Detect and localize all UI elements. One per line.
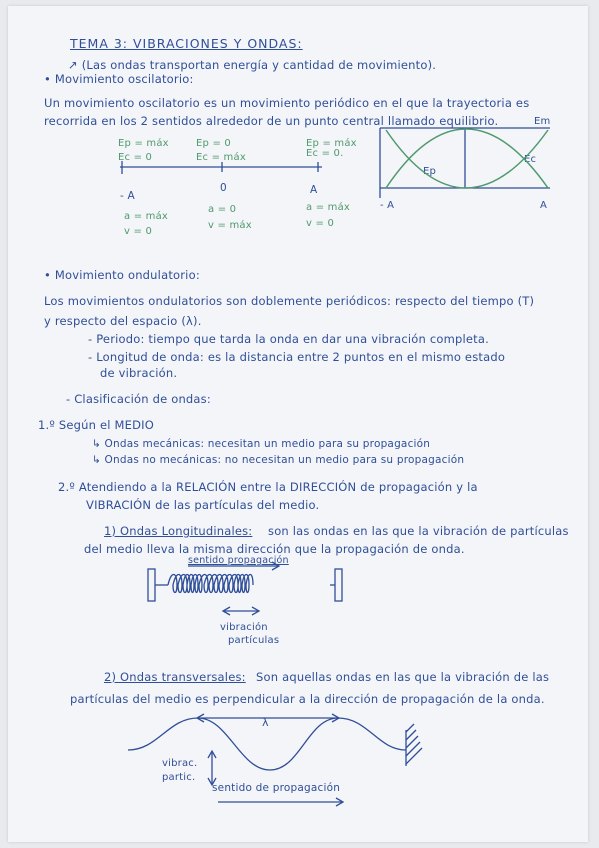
ond-heading: • Movimiento ondulatorio:	[44, 268, 200, 282]
atendiendo-line-1: 2.º Atendiendo a la RELACIÓN entre la DIRECCIÓN de propagación y la	[58, 480, 478, 494]
energy-graph	[380, 128, 550, 198]
vibrac-label: vibrac.	[162, 758, 198, 769]
long-title: 1) Ondas Longitudinales:	[104, 524, 253, 538]
periodo-def: - Periodo: tiempo que tarda la onda en dar una vibración completa.	[88, 332, 489, 346]
transverse-wave	[128, 714, 422, 806]
left-acc: a = máx	[124, 211, 169, 222]
pos-a: A	[310, 184, 318, 196]
mid-ec: Ec = máx	[196, 152, 246, 163]
trans-title: 2) Ondas transversales:	[104, 670, 246, 684]
pos-neg-a: - A	[120, 190, 135, 202]
left-ep: Ep = máx	[118, 138, 169, 149]
osc-line-2: recorrida en los 2 sentidos alrededor de un punto central llamado equilibrio.	[44, 114, 499, 128]
lambda-label: λ	[262, 716, 269, 729]
trans-text-2: partículas del medio es perpendicular a la dirección de propagación de la onda.	[70, 692, 545, 706]
page-title: TEMA 3: VIBRACIONES Y ONDAS:	[70, 36, 303, 51]
atendiendo-line-2: VIBRACIÓN de las partículas del medio.	[86, 498, 320, 512]
right-vel: v = 0	[306, 218, 335, 229]
particulas-label: partículas	[228, 635, 280, 646]
graph-neg-a: - A	[380, 200, 395, 211]
right-acc: a = máx	[306, 202, 351, 213]
graph-pos-a: A	[540, 200, 548, 211]
vibracion-label: vibración	[220, 622, 268, 633]
segun-medio: 1.º Según el MEDIO	[38, 418, 154, 432]
longitud-def-2: de vibración.	[100, 366, 178, 380]
notebook-page	[8, 6, 588, 842]
graph-em-label: Em	[534, 116, 551, 127]
longitud-def-1: - Longitud de onda: es la distancia entre 2 puntos en el mismo estado	[88, 350, 506, 364]
sentido-propagacion-label: sentido propagación	[188, 555, 289, 566]
mid-ep: Ep = 0	[196, 138, 231, 149]
osc-line-1: Un movimiento oscilatorio es un movimiento periódico en el que la trayectoria es	[44, 96, 530, 110]
longitudinal-wave-spring	[148, 562, 342, 615]
ond-line-1: Los movimientos ondulatorios son doblemente periódicos: respecto del tiempo (T)	[44, 294, 535, 308]
right-ec: Ec = 0.	[306, 148, 344, 159]
mid-vel: v = máx	[208, 220, 252, 231]
trans-text-1: Son aquellas ondas en las que la vibración de las	[256, 670, 550, 684]
long-text-2: del medio lleva la misma dirección que la propagación de onda.	[84, 542, 465, 556]
position-axis	[120, 161, 322, 174]
ondas-mecanicas: ↳ Ondas mecánicas: necesitan un medio para su propagación	[92, 438, 431, 450]
pos-zero: 0	[220, 182, 227, 194]
ond-line-2: y respecto del espacio (λ).	[44, 314, 202, 328]
partic-label: partic.	[162, 772, 196, 783]
sentido-de-propagacion-label: sentido de propagación	[212, 782, 341, 794]
right-ep: Ep = máx	[306, 138, 357, 149]
clasificacion-heading: - Clasificación de ondas:	[66, 392, 211, 406]
mid-acc: a = 0	[208, 204, 237, 215]
left-ec: Ec = 0	[118, 152, 153, 163]
graph-ep-label: Ep	[423, 166, 437, 177]
intro-note: ↗ (Las ondas transportan energía y cantidad de movimiento).	[68, 58, 437, 72]
ondas-no-mecanicas: ↳ Ondas no mecánicas: no necesitan un medio para su propagación	[92, 454, 465, 466]
osc-heading: • Movimiento oscilatorio:	[44, 72, 194, 86]
graph-ec-label: Ec	[524, 154, 537, 165]
long-text-1: son las ondas en las que la vibración de partículas	[268, 524, 569, 538]
handwritten-diagrams	[8, 6, 588, 842]
left-vel: v = 0	[124, 226, 153, 237]
